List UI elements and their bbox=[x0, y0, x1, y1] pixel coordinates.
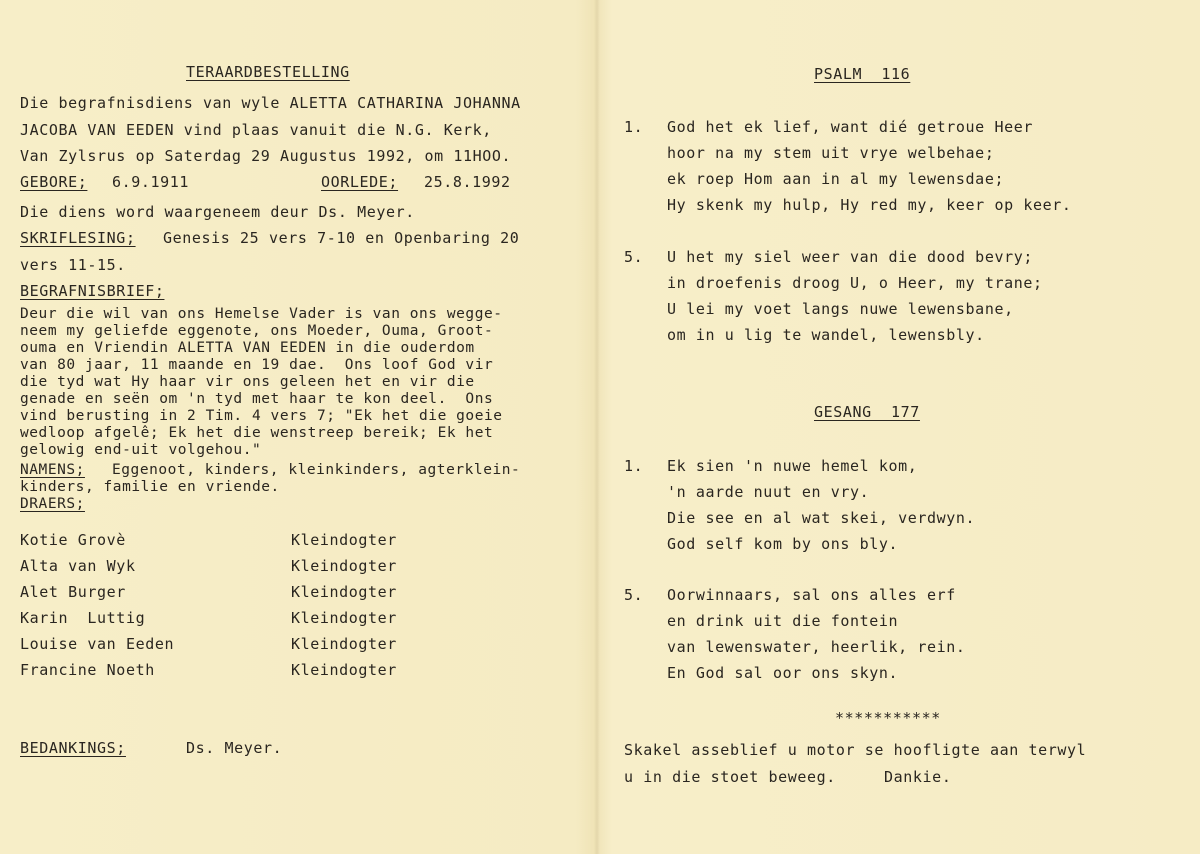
behalf-text-cont: kinders, familie en vriende. bbox=[20, 479, 280, 495]
verse-line: van lewenswater, heerlik, rein. bbox=[667, 638, 966, 656]
closing-line: Skakel asseblief u motor se hoofligte aan terwyl bbox=[624, 741, 1087, 759]
intro-line: Die begrafnisdiens van wyle ALETTA CATHARINA JOHANNA bbox=[20, 94, 521, 112]
page-title: TERAARDBESTELLING bbox=[186, 63, 350, 81]
born-label: GEBORE; bbox=[20, 173, 88, 191]
letter-line: Deur die wil van ons Hemelse Vader is van ons wegge- bbox=[20, 306, 503, 322]
verse-number: 1. bbox=[624, 118, 644, 136]
bearer-name: Alet Burger bbox=[20, 583, 126, 601]
verse-line: om in u lig te wandel, lewensbly. bbox=[667, 326, 985, 344]
verse-number: 5. bbox=[624, 248, 644, 266]
verse-line: U het my siel weer van die dood bevry; bbox=[667, 248, 1033, 266]
verse-line: Die see en al wat skei, verdwyn. bbox=[667, 509, 976, 527]
died-label: OORLEDE; bbox=[321, 173, 399, 191]
verse-line: in droefenis droog U, o Heer, my trane; bbox=[667, 274, 1043, 292]
reading-text: Genesis 25 vers 7-10 en Openbaring 20 bbox=[163, 229, 520, 247]
letter-line: ouma en Vriendin ALETTA VAN EEDEN in die ouderdom bbox=[20, 340, 475, 356]
service-line: Die diens word waargeneem deur Ds. Meyer. bbox=[20, 203, 415, 221]
bearer-role: Kleindogter bbox=[291, 635, 397, 653]
letter-line: genade en seën om 'n tyd met haar te kon deel. Ons bbox=[20, 391, 494, 407]
born-date: 6.9.1911 bbox=[112, 173, 190, 191]
letter-line: die tyd wat Hy haar vir ons geleen het en vir die bbox=[20, 374, 475, 390]
bearers-label: DRAERS; bbox=[20, 496, 85, 512]
bearer-role: Kleindogter bbox=[291, 557, 397, 575]
verse-line: ek roep Hom aan in al my lewensdae; bbox=[667, 170, 1005, 188]
verse-number: 1. bbox=[624, 457, 644, 475]
verse-line: God self kom by ons bly. bbox=[667, 535, 899, 553]
verse-line: En God sal oor ons skyn. bbox=[667, 664, 899, 682]
letter-line: wedloop afgelê; Ek het die wenstreep bereik; Ek het bbox=[20, 425, 494, 441]
behalf-label: NAMENS; bbox=[20, 462, 85, 478]
page-fold bbox=[594, 0, 600, 854]
reading-label: SKRIFLESING; bbox=[20, 229, 136, 247]
letter-label: BEGRAFNISBRIEF; bbox=[20, 282, 165, 300]
bearer-name: Karin Luttig bbox=[20, 609, 146, 627]
hymn-title: GESANG 177 bbox=[814, 403, 920, 421]
verse-line: hoor na my stem uit vrye welbehae; bbox=[667, 144, 995, 162]
bearer-role: Kleindogter bbox=[291, 583, 397, 601]
intro-line: JACOBA VAN EEDEN vind plaas vanuit die N.G. Kerk, bbox=[20, 121, 492, 139]
bearer-name: Alta van Wyk bbox=[20, 557, 136, 575]
bearer-name: Louise van Eeden bbox=[20, 635, 175, 653]
letter-line: vind berusting in 2 Tim. 4 vers 7; "Ek het die goeie bbox=[20, 408, 503, 424]
closing-line: u in die stoet beweeg. Dankie. bbox=[624, 768, 952, 786]
bearer-role: Kleindogter bbox=[291, 661, 397, 679]
verse-line: 'n aarde nuut en vry. bbox=[667, 483, 870, 501]
verse-line: U lei my voet langs nuwe lewensbane, bbox=[667, 300, 1014, 318]
psalm-title: PSALM 116 bbox=[814, 65, 911, 83]
letter-line: van 80 jaar, 11 maande en 19 dae. Ons loof God vir bbox=[20, 357, 494, 373]
verse-line: God het ek lief, want dié getroue Heer bbox=[667, 118, 1033, 136]
bearer-name: Kotie Grovè bbox=[20, 531, 126, 549]
bearer-role: Kleindogter bbox=[291, 609, 397, 627]
intro-line: Van Zylsrus op Saterdag 29 Augustus 1992, om 11HOO. bbox=[20, 147, 512, 165]
verse-line: Hy skenk my hulp, Hy red my, keer op keer. bbox=[667, 196, 1072, 214]
thanks-text: Ds. Meyer. bbox=[186, 739, 283, 757]
verse-number: 5. bbox=[624, 586, 644, 604]
verse-line: Ek sien 'n nuwe hemel kom, bbox=[667, 457, 918, 475]
behalf-text: Eggenoot, kinders, kleinkinders, agterklein- bbox=[112, 462, 521, 478]
star-divider: *********** bbox=[835, 709, 941, 727]
verse-line: Oorwinnaars, sal ons alles erf bbox=[667, 586, 956, 604]
verse-line: en drink uit die fontein bbox=[667, 612, 899, 630]
thanks-label: BEDANKINGS; bbox=[20, 739, 126, 757]
letter-line: neem my geliefde eggenote, ons Moeder, Ouma, Groot- bbox=[20, 323, 494, 339]
reading-text-cont: vers 11-15. bbox=[20, 256, 126, 274]
died-date: 25.8.1992 bbox=[424, 173, 511, 191]
bearer-role: Kleindogter bbox=[291, 531, 397, 549]
letter-line: gelowig end-uit volgehou." bbox=[20, 442, 262, 458]
bearer-name: Francine Noeth bbox=[20, 661, 155, 679]
